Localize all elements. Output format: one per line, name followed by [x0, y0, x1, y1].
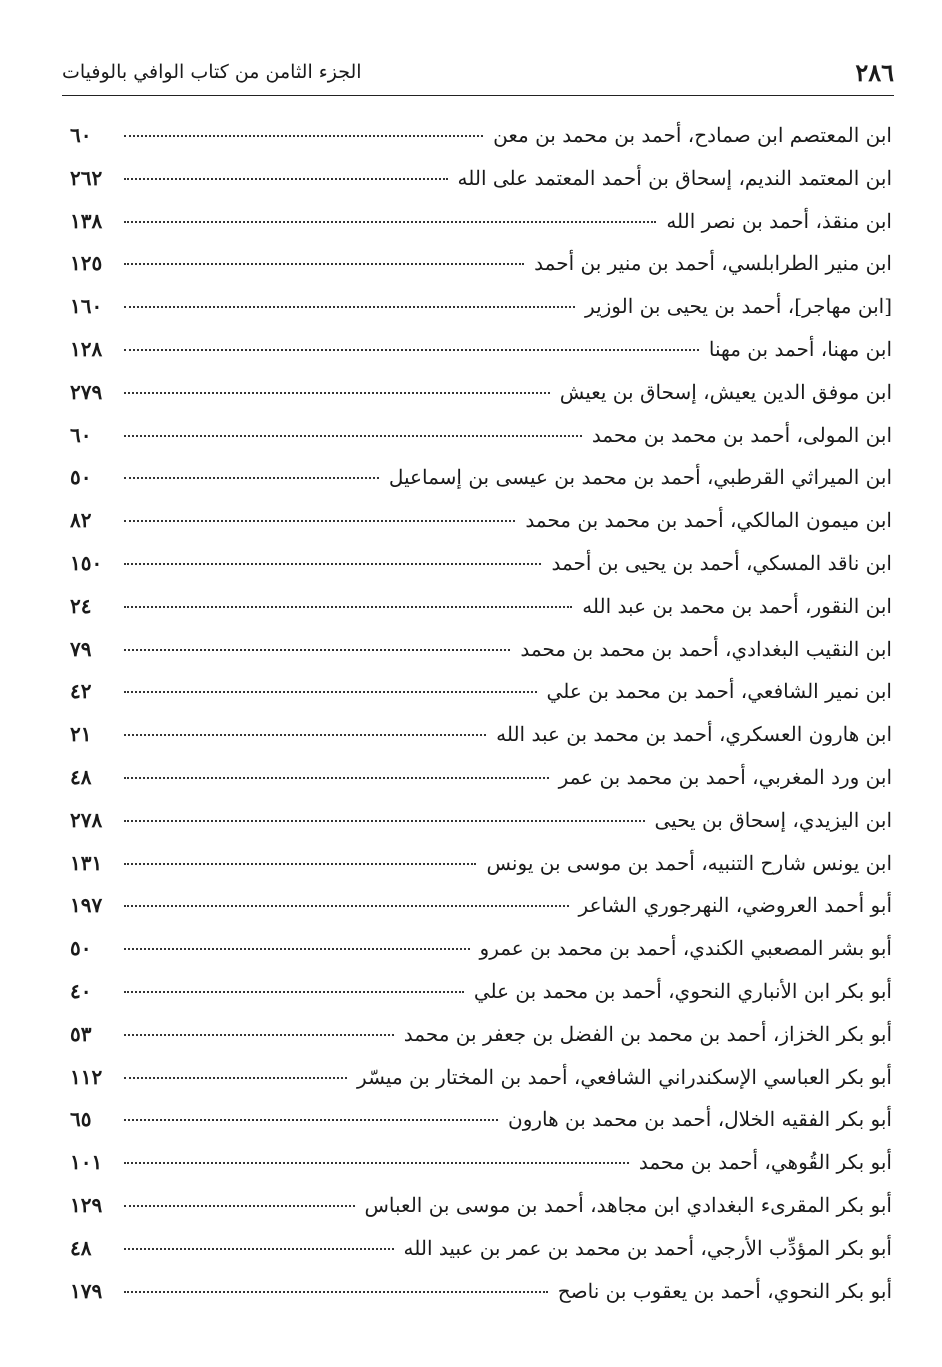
entry-name: ابن ناقد المسكي، أحمد بن يحيى بن أحمد — [551, 550, 892, 575]
index-entry — [70, 884, 892, 927]
entry-page-number: ١٣٨ — [70, 208, 103, 233]
entry-name: أبو أحمد العروضي، النهرجوري الشاعر — [578, 893, 892, 918]
index-entry — [70, 1013, 892, 1056]
index-entry — [70, 499, 892, 542]
entry-page-number: ٧٩ — [70, 636, 92, 661]
entry-page-number: ٢٦٢ — [70, 165, 103, 190]
index-entry — [70, 670, 892, 713]
entry-name: ابن ورد المغربي، أحمد بن محمد بن عمر — [558, 764, 892, 789]
dot-leader — [124, 777, 549, 779]
index-entry — [70, 414, 892, 457]
entry-name: ابن الميراثي القرطبي، أحمد بن محمد بن عيسى بن إسماعيل — [388, 465, 892, 490]
entry-page-number: ١٧٩ — [70, 1278, 103, 1303]
entry-name: ابن هارون العسكري، أحمد بن محمد بن عبد الله — [496, 722, 892, 747]
entry-page-number: ٦٠ — [70, 123, 92, 147]
page-number: ٢٨٦ — [855, 57, 894, 87]
entry-page-number: ٤٨ — [70, 1235, 92, 1260]
dot-leader — [124, 178, 448, 180]
dot-leader — [124, 820, 645, 822]
running-title: الجزء الثامن من كتاب الوافي بالوفيات — [62, 61, 362, 83]
entry-page-number: ١٢٩ — [70, 1192, 103, 1217]
dot-leader — [124, 392, 550, 394]
entry-page-number: ٢٧٨ — [70, 807, 103, 832]
dot-leader — [124, 905, 569, 907]
entry-page-number: ٦٥ — [70, 1107, 92, 1132]
dot-leader — [124, 520, 515, 522]
entry-page-number: ٤٢ — [70, 679, 92, 704]
index-entry — [70, 1141, 892, 1184]
dot-leader — [124, 1162, 629, 1164]
entry-name: أبو بكر العباسي الإسكندراني الشافعي، أحمد بن المختار بن ميسّر — [357, 1064, 892, 1089]
index-entry — [70, 1184, 892, 1227]
entry-name: أبو بكر ابن الأنباري النحوي، أحمد بن محمد بن علي — [473, 978, 892, 1003]
entry-name: ابن اليزيدي، إسحاق بن يحيى — [654, 807, 892, 832]
entry-page-number: ١٢٨ — [70, 336, 103, 361]
dot-leader — [124, 606, 572, 608]
dot-leader — [124, 477, 379, 479]
entry-page-number: ٥٠ — [70, 936, 92, 961]
dot-leader — [124, 948, 470, 950]
entry-page-number: ٢٤ — [70, 593, 92, 618]
header-rule — [62, 95, 894, 96]
entry-name: ابن يونس شارح التنبيه، أحمد بن موسى بن يونس — [486, 850, 892, 875]
entry-page-number: ١٢٥ — [70, 251, 103, 276]
index-entry — [70, 328, 892, 371]
dot-leader — [124, 691, 537, 693]
entry-name: [ابن مهاجر]، أحمد بن يحيى بن الوزير — [585, 294, 892, 319]
dot-leader — [124, 263, 524, 265]
entry-name: ابن مهنا، أحمد بن مهنا — [708, 336, 892, 361]
entry-page-number: ٤٠ — [70, 978, 92, 1003]
entry-name: أبو بكر الخزاز، أحمد بن محمد بن الفضل بن جعفر بن محمد — [403, 1021, 892, 1046]
index-entry — [70, 114, 892, 157]
dot-leader — [124, 135, 483, 137]
dot-leader — [124, 863, 476, 865]
entry-name: ابن النقور، أحمد بن محمد بن عبد الله — [582, 593, 892, 618]
index-entry — [70, 842, 892, 885]
dot-leader — [124, 1034, 394, 1036]
dot-leader — [124, 1205, 355, 1207]
index-entry — [70, 285, 892, 328]
entry-name: أبو بكر النحوي، أحمد بن يعقوب بن ناصح — [557, 1278, 892, 1303]
entry-name: ابن المعتصم ابن صمادح، أحمد بن محمد بن معن — [493, 123, 892, 147]
entry-page-number: ٥٠ — [70, 465, 92, 490]
index-entry — [70, 242, 892, 285]
entry-page-number: ٢٧٩ — [70, 379, 103, 404]
entry-name: ابن منير الطرابلسي، أحمد بن منير بن أحمد — [534, 251, 892, 276]
dot-leader — [124, 1248, 394, 1250]
entry-name: ابن المولى، أحمد بن محمد بن محمد — [591, 422, 892, 447]
dot-leader — [124, 1291, 548, 1293]
entry-page-number: ١٠١ — [70, 1150, 103, 1175]
index-entry — [70, 970, 892, 1013]
entry-name: ابن المعتمد النديم، إسحاق بن أحمد المعتمد على الله — [457, 165, 892, 190]
index-entry — [70, 371, 892, 414]
entry-page-number: ١٩٧ — [70, 893, 103, 918]
entry-page-number: ٤٨ — [70, 764, 92, 789]
index-entry — [70, 1056, 892, 1099]
dot-leader — [124, 734, 486, 736]
entry-name: ابن ميمون المالكي، أحمد بن محمد بن محمد — [525, 508, 892, 533]
entry-name: أبو بكر المقرىء البغدادي ابن مجاهد، أحمد بن موسى بن العباس — [364, 1192, 892, 1217]
entry-name: أبو بكر القُوهي، أحمد بن محمد — [638, 1150, 892, 1175]
index-entry — [70, 1270, 892, 1313]
index-entry — [70, 1098, 892, 1141]
index-entry — [70, 927, 892, 970]
entry-name: ابن موفق الدين يعيش، إسحاق بن يعيش — [559, 379, 892, 404]
dot-leader — [124, 306, 575, 308]
dot-leader — [124, 349, 699, 351]
index-entry — [70, 1227, 892, 1270]
entry-name: ابن نمير الشافعي، أحمد بن محمد بن علي — [546, 679, 892, 704]
index-entry — [70, 628, 892, 671]
dot-leader — [124, 435, 582, 437]
index-entry — [70, 200, 892, 243]
index-entry — [70, 157, 892, 200]
entry-name: أبو بكر الفقيه الخلال، أحمد بن محمد بن هارون — [508, 1107, 892, 1132]
page-header — [62, 52, 894, 92]
index-entry — [70, 585, 892, 628]
index-entry — [70, 542, 892, 585]
dot-leader — [124, 991, 464, 993]
index-entry — [70, 799, 892, 842]
entry-name: ابن منقذ، أحمد بن نصر الله — [666, 208, 892, 233]
dot-leader — [124, 1077, 347, 1079]
index-entry — [70, 713, 892, 756]
entry-page-number: ١٣١ — [70, 850, 103, 875]
index-entry — [70, 456, 892, 499]
entry-page-number: ٨٢ — [70, 508, 92, 533]
dot-leader — [124, 563, 541, 565]
dot-leader — [124, 221, 656, 223]
entry-page-number: ٥٣ — [70, 1021, 92, 1046]
entry-page-number: ٢١ — [70, 722, 92, 747]
entry-name: ابن النقيب البغدادي، أحمد بن محمد بن محمد — [520, 636, 892, 661]
entry-name: أبو بكر المؤدِّب الأرجي، أحمد بن محمد بن عمر بن عبيد الله — [403, 1235, 892, 1260]
entry-page-number: ٦٠ — [70, 422, 92, 447]
entry-page-number: ١١٢ — [70, 1064, 103, 1089]
entry-page-number: ١٥٠ — [70, 550, 103, 575]
index-entry — [70, 756, 892, 799]
dot-leader — [124, 1119, 498, 1121]
index-list — [70, 114, 892, 1312]
entry-page-number: ١٦٠ — [70, 294, 103, 319]
dot-leader — [124, 649, 510, 651]
entry-name: أبو بشر المصعبي الكندي، أحمد بن محمد بن عمرو — [479, 936, 892, 961]
